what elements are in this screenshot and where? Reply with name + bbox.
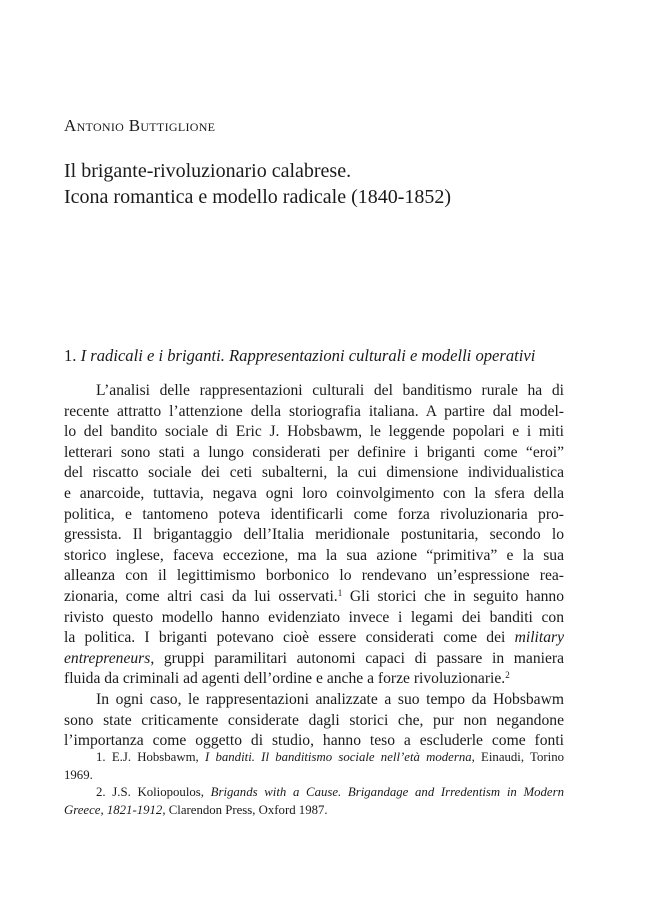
title-line-1: Il brigante-rivoluzionario calabrese. xyxy=(64,160,352,182)
body-line: letterari sono stati a lungo considerati per definire i briganti come “eroi” xyxy=(64,443,564,461)
footnote-number: 2. xyxy=(96,785,106,799)
footnote-title: Brigands with a Cause. Brigandage and Irredentism in Modern xyxy=(210,785,564,799)
author-name: Antonio Buttiglione xyxy=(64,116,216,135)
footnote-publisher: , Einaudi, Torino xyxy=(471,750,564,764)
title-line-2: Icona romantica e modello radicale (1840-1852) xyxy=(64,186,452,208)
footnote-2-cont xyxy=(64,802,564,820)
footnote-ref-2[interactable]: 2 xyxy=(505,670,510,681)
body-line: del riscatto sociale dei ceti subalterni, la cui dimensione individualistica xyxy=(64,464,564,482)
body-line: recente attratto l’attenzione della storiografia italiana. A partire dal model- xyxy=(64,402,564,420)
body-line: l’importanza come oggetto di studio, hanno teso a escluderle come fonti xyxy=(64,732,564,750)
footnote-ref-1[interactable]: 1 xyxy=(337,587,343,598)
body-line xyxy=(64,669,564,690)
body-line: politica, e tantomeno poteva identificarli come forza rivoluzionaria pro- xyxy=(64,505,564,523)
footnote-1 xyxy=(64,749,564,767)
footnote-title: I banditi. Il banditismo sociale nell’età moderna xyxy=(205,750,472,764)
body-line: rivisto questo modello hanno evidenziato invece i legami dei banditi con xyxy=(64,608,564,626)
footnotes xyxy=(64,749,564,819)
body-line xyxy=(64,628,564,649)
section-heading xyxy=(64,346,535,366)
body-text-segment: Gli storici che in seguito hanno xyxy=(342,587,565,605)
body-line: sono state criticamente considerate dagli storici che, pur non negandone xyxy=(64,711,564,729)
body-text xyxy=(64,381,564,752)
footnote-title: Greece, 1821-1912 xyxy=(64,802,163,817)
footnote-publisher: , Clarendon Press, Oxford 1987. xyxy=(162,802,328,817)
footnote-2 xyxy=(64,784,564,802)
body-line: e anarcoide, tuttavia, negava ogni loro coinvolgimento con la sfera della xyxy=(64,484,564,502)
body-line xyxy=(64,649,564,670)
article-title xyxy=(64,158,451,210)
body-text-segment: , gruppi paramilitari autonomi capaci di passare in maniera xyxy=(150,649,564,667)
footnote-author: J.S. Koliopoulos, xyxy=(112,785,204,799)
footnote-author: E.J. Hobsbawm, xyxy=(111,750,199,764)
body-line xyxy=(64,587,564,608)
section-title: I radicali e i briganti. Rappresentazioni culturali e modelli operativi xyxy=(80,346,536,365)
body-text-segment: la politica. I briganti potevano cioè essere considerati come dei xyxy=(64,629,506,647)
italic-term: military xyxy=(514,629,565,647)
body-line: storico inglese, faceva eccezione, ma la sua azione “primitiva” e la sua xyxy=(64,546,564,564)
body-line: lo del bandito sociale di Eric J. Hobsbawm, le leggende popolari e i miti xyxy=(64,423,564,441)
body-text-segment: zionaria, come altri casi da lui osservati. xyxy=(64,587,338,605)
body-line: gressista. Il brigantaggio dell’Italia meridionale postunitaria, secondo lo xyxy=(64,526,564,544)
italic-term: entrepreneurs xyxy=(64,649,151,667)
footnote-number: 1. xyxy=(96,750,106,764)
body-line: L’analisi delle rappresentazioni culturali del banditismo rurale ha di xyxy=(96,382,564,399)
footnote-1-cont: 1969. xyxy=(64,767,93,782)
body-line: In ogni caso, le rappresentazioni analizzate a suo tempo da Hobsbawm xyxy=(96,690,564,708)
body-line: alleanza con il legittimismo borbonico lo rendevano un’espressione rea- xyxy=(64,567,564,585)
section-number: 1. xyxy=(64,346,77,365)
body-text-segment: fluida da criminali ad agenti dell’ordine e anche a forze rivoluzionarie. xyxy=(64,670,506,688)
